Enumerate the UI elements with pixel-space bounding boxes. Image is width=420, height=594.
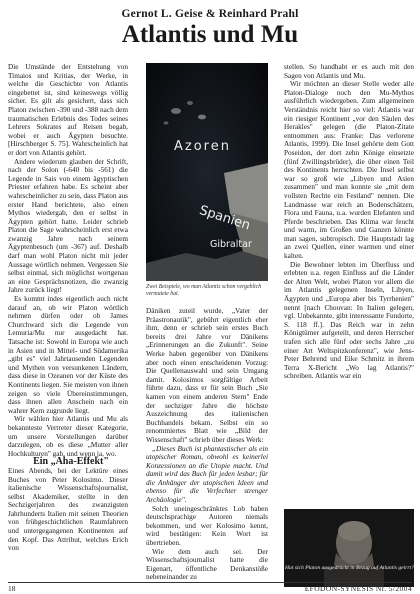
paragraph: Andere wiederum glauben der Schrift, nach der Solon (-640 bis -561) die Legende in Sais von einem ägyptischen Priester erfahren habe. Es scheint aber wahrscheinlicher zu sein, dass Platon aus erster Hand berichtete, also einen Mythos wiedergab, den er selbst in Ägypten gehört hatte. Leider schrieb Platon die Sage wahrscheinlich erst etwa zwanzig Jahre nach seinem Ägyptenbesuch (um -367) auf. Deshalb darf man wohl Platon nicht mit jeder Aussage wörtlich nehmen. Vergessen Sie selbst einmal, sich möglichst wortgenau an eine Gesprächsnotizen, die zwanzig Jahre zurück liegt! <box>8 157 128 295</box>
quotation: „Dieses Buch ist phantastischer als ein utopischer Roman, obwohl es keinerlei Konzessionen an die Utopie macht. Und damit wird das Buch für jeden lesbar; für die Anhänger der utopischen Ideen und ebenso für die Verfechter strenger Archäologie". <box>146 444 268 505</box>
journal-name: EFODON-SYNESIS Nr. 5/2004 <box>304 584 412 593</box>
text-column-1 <box>8 63 128 573</box>
paragraph: Wir möchten an dieser Stelle weder alle Platon-Dialoge noch den Mu-Mythos ausführlich wiedergeben. Zum allgemeinen Verständnis reicht hier so viel: Atlantis war ein riesiger Kontinent „vor den Säulen des Herakles" gelegen (die Platon-Zitate entnommen aus: Franke: Das verlorene Atlantis, 1999). Die Insel gehörte dem Gott Poseidon, der dort zehn Könige einsetzte (fünf Zwillingsbrüder), die über einen Teil des Kontinents herrschten. Die Insel selbst war so groß wie „Libyen und Asien zusammen" und man konnte sie „mit dem vollsten Rechte ein Festland" nennen. Die Landmasse war reich an Bodenschätzen, Flora und Fauna, u.a. wurden Elefanten und Pferde beschrieben. Das Klima war feucht und warm, im Großen und Ganzen könnte man sagen, subtropisch. Die Hauptstadt lag an zwei Quellen, einer warmen und einer kalten. <box>284 80 414 261</box>
paragraph: Die Umstände der Entstehung von Timaios und Kritias, der Werke, in welche die Geschichte von Atlantis eingebettet ist, sind keineswegs völlig sicher. Es gilt als gesichert, dass sich Platon zwischen -390 und -388 nach dem traumatischen Erlebnis des Todes seines Lehrers Sokrates auf Reisen begab, wobei er auch Ägypten besuchte. [Hirschberger S. 75]. Wahrscheinlich hat er dort von Atlantis gehört. <box>8 63 129 157</box>
paragraph: Eines Abends, bei der Lektüre eines Buches von Peter Kolosimo. Dieser italienische Wissenschaftsjournalist, selbst Akademiker, stellte in den Sechzigerjahren des zwanzigsten Jahrhunderts Italien mit seinen Theorien von frühgeschichtlichen Raumfahrern und untergegangenen Kontinenten auf den Kopf. Das Attribut, welches Erich von <box>8 466 128 553</box>
paragraph: Die Bewohner lebten im Überfluss und erlebten u.a. regen Einfluss auf die Länder der Alten Welt, wobei Platon vor allem die im Atlantis gelegenen Inseln, Libyen, Ägypten und „Europa aber bis Tyrrhenien" nennt [nach Chouvan: In Italien gelegen, vgl. Unbekannte, gibt interessante Fundorte, S. 118 ff.]. Das Reich war in zehn Königtümer aufgeteilt, und deren Herrscher trafen sich alle fünf oder sechs Jahre „zu einer Art Weltspitzkonferenz", wie Jens-Peter Behrend und Eike Schmitz in ihrem Terra X-Bericht „Wo lag Atlantis?" schreiben. Atlantis war ein <box>284 260 414 381</box>
page-number: 18 <box>8 584 16 593</box>
paragraph: Es kommt indes eigentlich auch nicht darauf an, ob wir Platon wörtlich nehmen dürfen oder ob James Churchward sich die Legende von Lemuria/Mu nur ausgedacht hat. Tatsache ist: Sowohl in Europa wie auch in Asien und in Mittel- und Südamerika „gibt es" viel Jahrtausenden Legenden und Mythen von versunkenen Ländern, dass diese in Ozeanen vor der Küste des Kontinents liegen. Sie meisten von ihnen zeigen so viele Übereinstimmungen, dass ihnen allen Anschein nach ein wahrer Kern zugrunde liegt. <box>8 295 128 415</box>
map-label-gibraltar: Gibraltar <box>210 239 252 250</box>
footer-rule <box>8 582 412 583</box>
text-column-2 <box>146 307 268 582</box>
text-column-3 <box>284 63 414 508</box>
paragraph: Wir wählen hier Atlantis und Mu als bekannteste Vertreter dieser Kategorie, um unsere Vorstellungen darüber darzulegen, ob es diese „Mutter aller Hochkulturen" gab, und wenn ja, wo. <box>8 415 128 458</box>
paragraph: stellen. So handhabt er es auch mit den Sagen von Atlantis und Mu. <box>284 63 414 80</box>
article-title: Atlantis und Mu <box>121 21 299 48</box>
platon-bust-image <box>284 509 414 587</box>
bust-caption: Hat sich Platon ausgedrückt in Bezug auf Atlantis geirrt? <box>285 565 414 571</box>
map-caption: Zwei Beispiele, wo man Atlantis schon vergeblich vermutete hat. <box>146 284 262 297</box>
section-heading: Ein „Aha-Effekt" <box>33 456 109 468</box>
map-label-spanien: Spanien <box>197 203 252 234</box>
paragraph: Wie dem auch sei. Der Wissenschaftsjournalist hatte die Eigenart, öffentliche Denkanstöße nebeneinander zu <box>146 547 268 582</box>
author-line: Gernot L. Geise & Reinhard Prahl <box>121 8 299 20</box>
paragraph: Däniken zuteil wurde, „Vater der Präastronautik", gebührt eigentlich eher ihm, denn er schrieb sein erstes Buch bereits drei Jahre vor Dänikens „Erinnerungen an die Zukunft". Seine Werke haben gegenüber von Dänikens aber noch einen entscheidenen Vorzug: Die Quellenauswahl und sein Umgang damit. Kolosimos sorgfältige Arbeit führte dazu, dass er für sein Buch „Sie kamen von einem anderen Stern" Ende der sechziger Jahre die höchste Auszeichnung des italienischen Buchhandels bekam. Selbst ein so renommiertes Blatt wie „Bild der Wissenschaft" schrieb über dieses Werk: <box>146 307 268 444</box>
map-label-azoren: Azoren <box>174 139 231 154</box>
atlantis-map-image <box>146 63 268 281</box>
paragraph: Solch uneingeschränktes Lob haben deutschsprachige Autoren niemals bekommen, und wer Kolosimo kennt, wird bestätigen: Kein Wort ist übertrieben. <box>146 504 268 548</box>
